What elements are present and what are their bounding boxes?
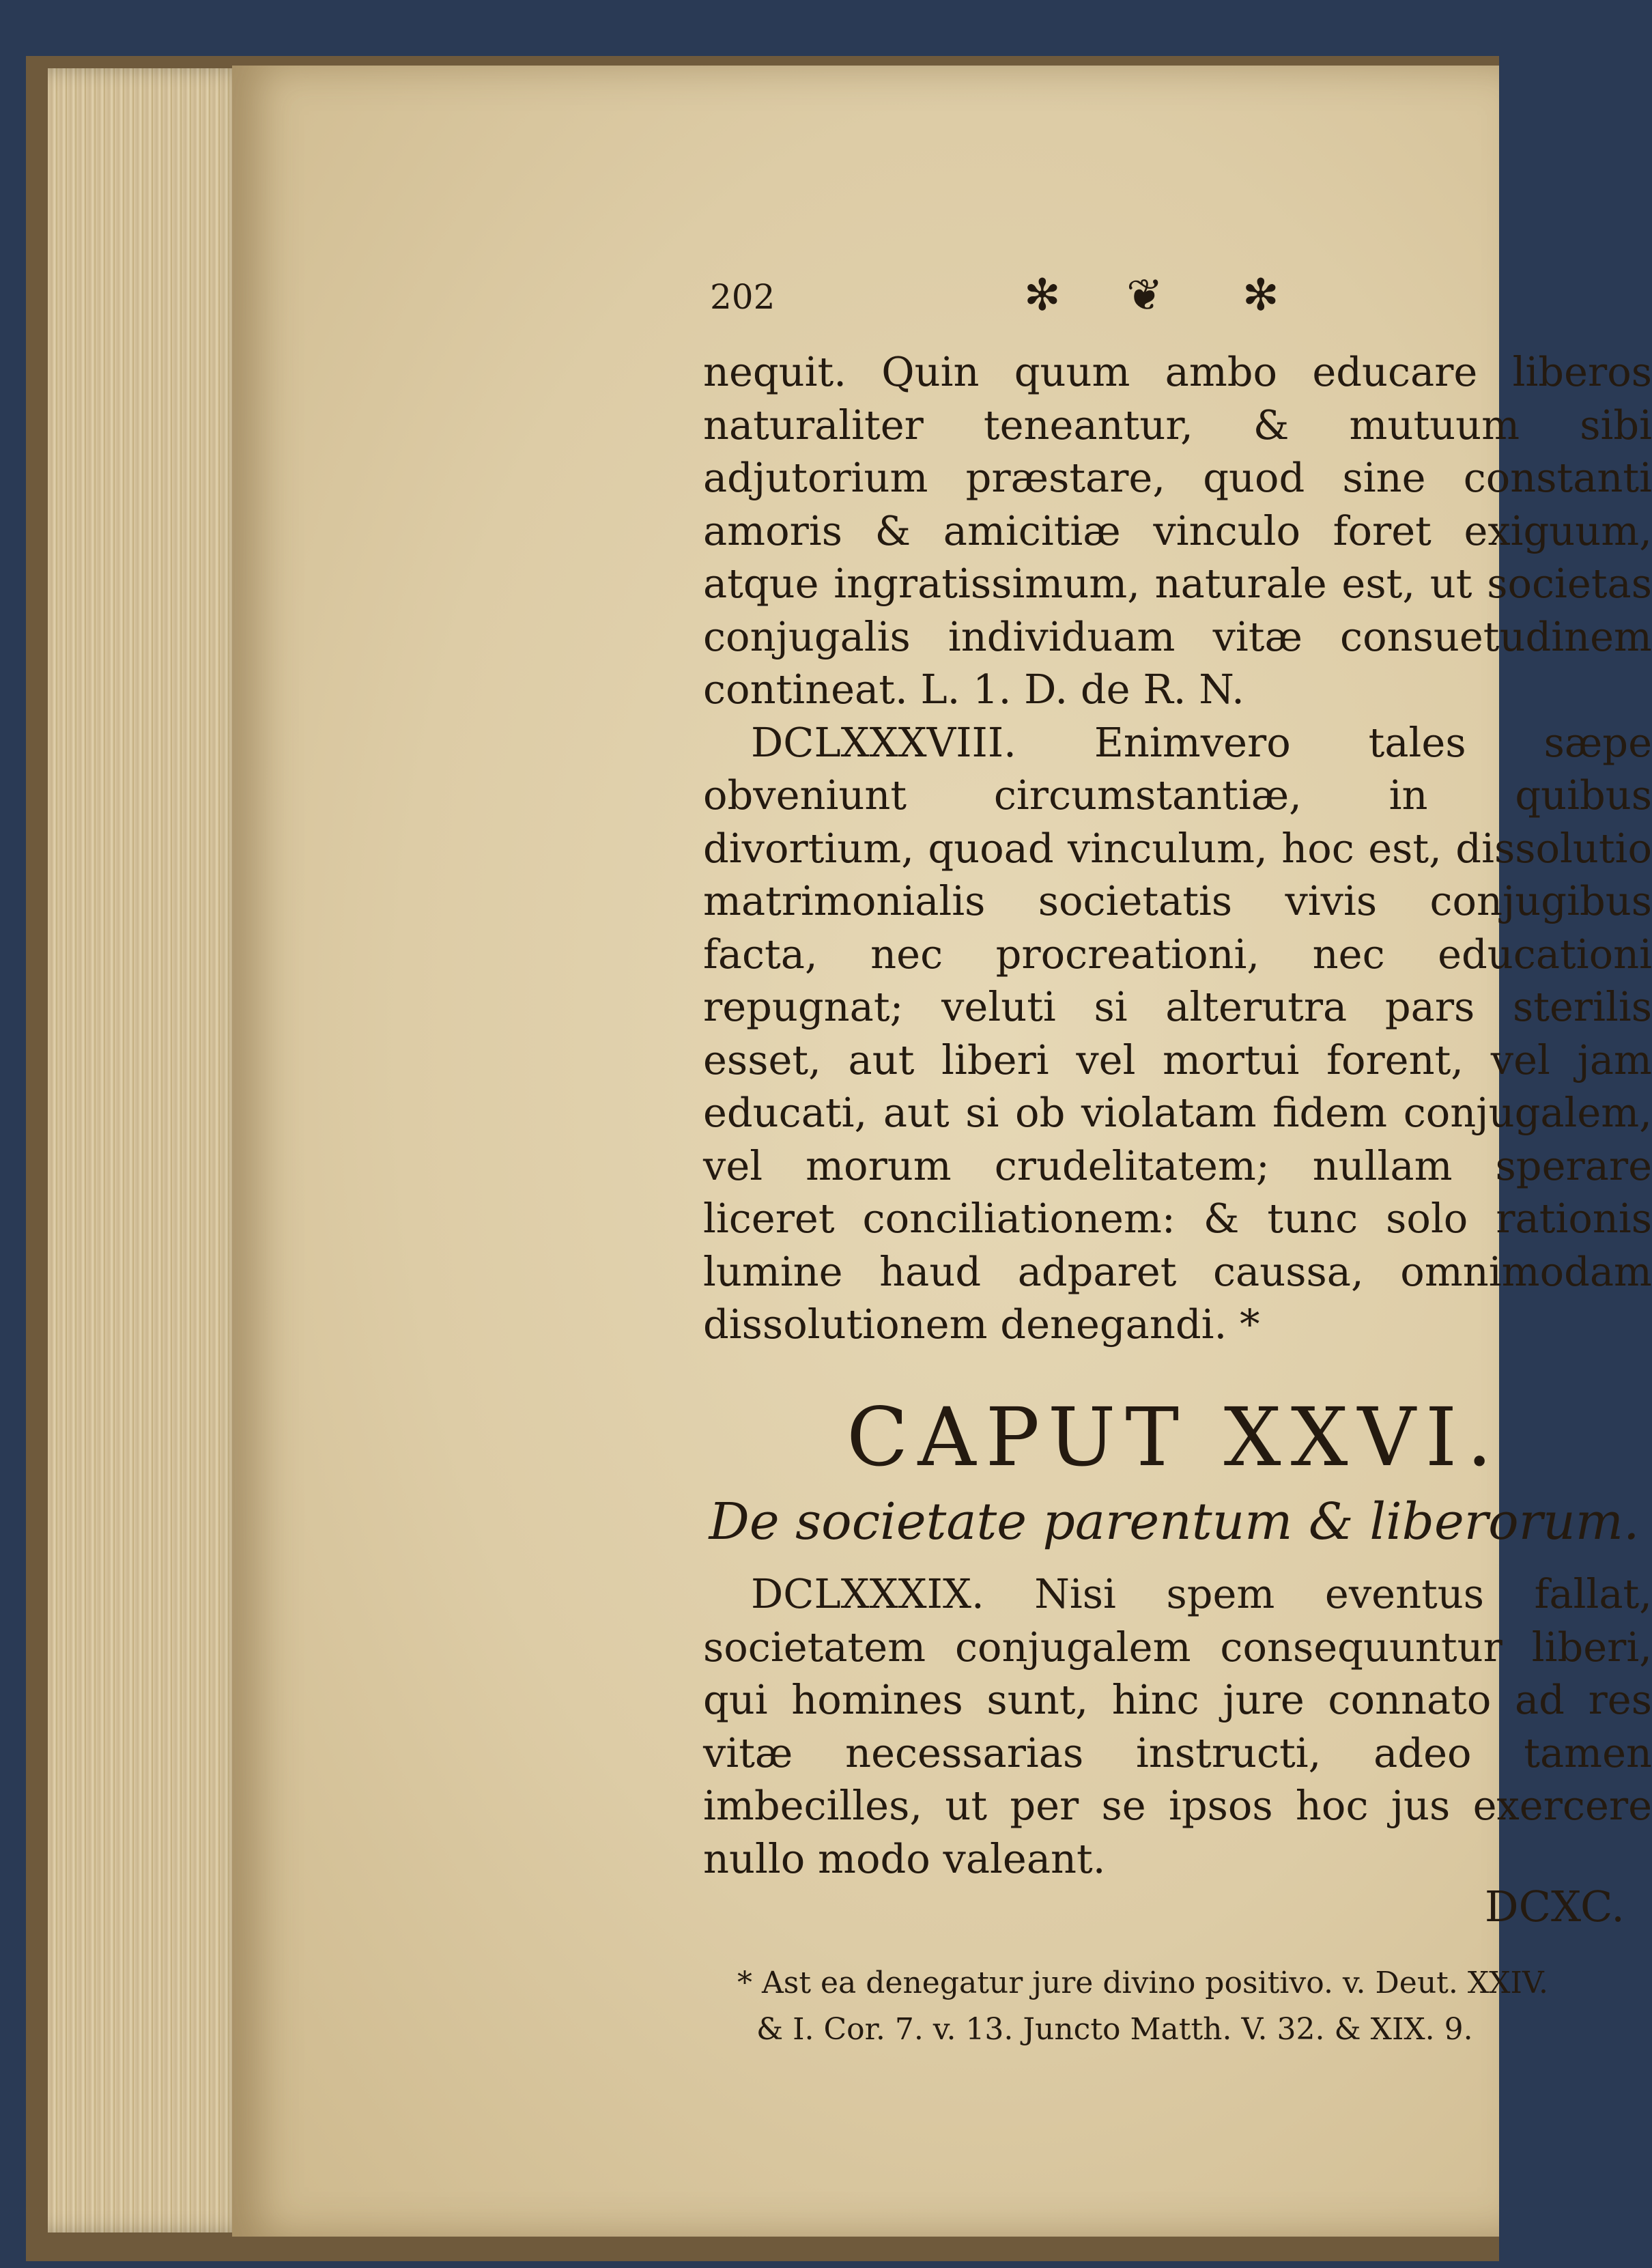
body-text — [703, 345, 1652, 1351]
chapter-title: CAPUT XXVI. — [846, 1390, 1502, 1484]
ornament-left-icon: ✻ — [1024, 270, 1061, 321]
catchword: DCXC. — [1484, 1882, 1625, 1931]
paragraph: nequit. Quin quum ambo educare liberos naturaliter teneantur, & mutuum sibi adjutorium præstare, quod sine constanti amoris & amicitiæ vinculo foret exiguum, atque ingratissimum, naturale est, ut societas conjugalis individuam vitæ consuetudinem contineat. L. 1. D. de R. N. — [703, 348, 1652, 713]
page-edges — [48, 68, 253, 2232]
paragraph: DCLXXXIX. Nisi spem eventus fallat, societatem conjugalem consequuntur liberi, qui homines sunt, hinc jure connato ad res vitæ necessarias instructi, adeo tamen imbecilles, ut per se ipsos hoc jus exercere nullo modo valeant. — [703, 1570, 1652, 1882]
ornament-center-icon: ❦ — [1126, 270, 1163, 321]
footnote-line: & I. Cor. 7. v. 13. Juncto Matth. V. 32. & XIX. 9. — [756, 2012, 1473, 2047]
body-text-2 — [703, 1568, 1652, 1885]
ornament-right-icon: ✻ — [1242, 270, 1279, 321]
footnote — [737, 1960, 1652, 2053]
page-header — [703, 270, 1645, 325]
page — [232, 66, 1652, 2237]
footnote-line: * Ast ea denegatur jure divino positivo. v. Deut. XXIV. — [737, 1966, 1548, 2000]
chapter-subtitle: De societate parentum & liberorum. — [709, 1492, 1640, 1551]
page-number: 202 — [710, 277, 775, 317]
paragraph: DCLXXXVIII. Enimvero tales sæpe obveniunt circumstantiæ, in quibus divortium, quoad vinculum, hoc est, dissolutio matrimonialis societatis vivis conjugibus facta, nec procreationi, nec educationi repugnat; veluti si alterutra pars sterilis esset, aut liberi vel mortui forent, vel jam educati, aut si ob violatam fidem conjugalem, vel morum crudelitatem; nullam sperare liceret conciliationem: & tunc solo rationis lumine haud adparet caussa, omnimodam dissolutionem denegandi. * — [703, 718, 1652, 1348]
